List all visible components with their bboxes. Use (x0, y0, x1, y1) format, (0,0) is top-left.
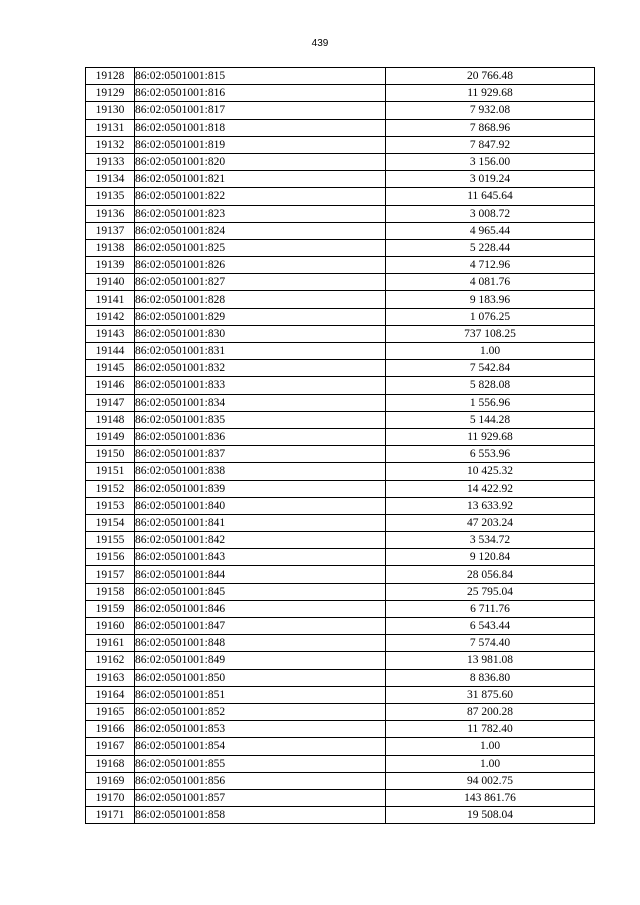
value-cell: 1.00 (386, 755, 595, 772)
row-number-cell: 19135 (86, 188, 135, 205)
row-number-cell: 19131 (86, 119, 135, 136)
table-row (86, 497, 595, 514)
table-row (86, 549, 595, 566)
cadastral-number-cell: 86:02:0501001:846 (135, 600, 386, 617)
cadastral-number-cell: 86:02:0501001:825 (135, 239, 386, 256)
table-body (86, 68, 595, 824)
cadastral-number-cell: 86:02:0501001:843 (135, 549, 386, 566)
table-row (86, 291, 595, 308)
value-cell: 6 711.76 (386, 600, 595, 617)
table-row (86, 669, 595, 686)
row-number-cell: 19156 (86, 549, 135, 566)
cadastral-number-cell: 86:02:0501001:819 (135, 136, 386, 153)
row-number-cell: 19133 (86, 153, 135, 170)
value-cell: 4 081.76 (386, 274, 595, 291)
cadastral-number-cell: 86:02:0501001:833 (135, 377, 386, 394)
table-row (86, 343, 595, 360)
table-row (86, 789, 595, 806)
row-number-cell: 19128 (86, 68, 135, 85)
cadastral-number-cell: 86:02:0501001:857 (135, 789, 386, 806)
cadastral-number-cell: 86:02:0501001:815 (135, 68, 386, 85)
value-cell: 1 556.96 (386, 394, 595, 411)
row-number-cell: 19163 (86, 669, 135, 686)
row-number-cell: 19144 (86, 343, 135, 360)
cadastral-number-cell: 86:02:0501001:848 (135, 635, 386, 652)
value-cell: 5 228.44 (386, 239, 595, 256)
value-cell: 11 929.68 (386, 85, 595, 102)
table-row (86, 583, 595, 600)
value-cell: 143 861.76 (386, 789, 595, 806)
cadastral-number-cell: 86:02:0501001:832 (135, 360, 386, 377)
row-number-cell: 19153 (86, 497, 135, 514)
cadastral-number-cell: 86:02:0501001:836 (135, 428, 386, 445)
table-row (86, 652, 595, 669)
value-cell: 11 645.64 (386, 188, 595, 205)
table-row (86, 325, 595, 342)
row-number-cell: 19138 (86, 239, 135, 256)
cadastral-number-cell: 86:02:0501001:829 (135, 308, 386, 325)
row-number-cell: 19149 (86, 428, 135, 445)
row-number-cell: 19141 (86, 291, 135, 308)
cadastral-number-cell: 86:02:0501001:844 (135, 566, 386, 583)
value-cell: 9 183.96 (386, 291, 595, 308)
row-number-cell: 19136 (86, 205, 135, 222)
cadastral-value-table (85, 67, 595, 824)
row-number-cell: 19164 (86, 686, 135, 703)
value-cell: 5 144.28 (386, 411, 595, 428)
value-cell: 4 965.44 (386, 222, 595, 239)
value-cell: 4 712.96 (386, 257, 595, 274)
row-number-cell: 19132 (86, 136, 135, 153)
table-row (86, 703, 595, 720)
cadastral-number-cell: 86:02:0501001:845 (135, 583, 386, 600)
table-row (86, 480, 595, 497)
value-cell: 11 782.40 (386, 721, 595, 738)
table-row (86, 360, 595, 377)
cadastral-number-cell: 86:02:0501001:851 (135, 686, 386, 703)
row-number-cell: 19134 (86, 171, 135, 188)
cadastral-number-cell: 86:02:0501001:839 (135, 480, 386, 497)
value-cell: 13 981.08 (386, 652, 595, 669)
cadastral-number-cell: 86:02:0501001:827 (135, 274, 386, 291)
row-number-cell: 19161 (86, 635, 135, 652)
row-number-cell: 19158 (86, 583, 135, 600)
row-number-cell: 19168 (86, 755, 135, 772)
value-cell: 3 534.72 (386, 532, 595, 549)
table-row (86, 738, 595, 755)
value-cell: 11 929.68 (386, 428, 595, 445)
value-cell: 5 828.08 (386, 377, 595, 394)
row-number-cell: 19166 (86, 721, 135, 738)
cadastral-number-cell: 86:02:0501001:853 (135, 721, 386, 738)
row-number-cell: 19139 (86, 257, 135, 274)
value-cell: 47 203.24 (386, 514, 595, 531)
table-row (86, 205, 595, 222)
table-row (86, 463, 595, 480)
cadastral-number-cell: 86:02:0501001:818 (135, 119, 386, 136)
value-cell: 6 553.96 (386, 446, 595, 463)
row-number-cell: 19137 (86, 222, 135, 239)
row-number-cell: 19152 (86, 480, 135, 497)
value-cell: 20 766.48 (386, 68, 595, 85)
cadastral-number-cell: 86:02:0501001:821 (135, 171, 386, 188)
table-row (86, 721, 595, 738)
value-cell: 7 868.96 (386, 119, 595, 136)
row-number-cell: 19143 (86, 325, 135, 342)
row-number-cell: 19165 (86, 703, 135, 720)
table-row (86, 755, 595, 772)
value-cell: 31 875.60 (386, 686, 595, 703)
cadastral-number-cell: 86:02:0501001:855 (135, 755, 386, 772)
value-cell: 7 542.84 (386, 360, 595, 377)
value-cell: 13 633.92 (386, 497, 595, 514)
table-row (86, 68, 595, 85)
row-number-cell: 19157 (86, 566, 135, 583)
value-cell: 7 932.08 (386, 102, 595, 119)
value-cell: 737 108.25 (386, 325, 595, 342)
value-cell: 3 019.24 (386, 171, 595, 188)
cadastral-number-cell: 86:02:0501001:830 (135, 325, 386, 342)
cadastral-number-cell: 86:02:0501001:838 (135, 463, 386, 480)
cadastral-number-cell: 86:02:0501001:840 (135, 497, 386, 514)
table-row (86, 772, 595, 789)
cadastral-number-cell: 86:02:0501001:841 (135, 514, 386, 531)
value-cell: 14 422.92 (386, 480, 595, 497)
table-row (86, 514, 595, 531)
cadastral-number-cell: 86:02:0501001:834 (135, 394, 386, 411)
cadastral-number-cell: 86:02:0501001:828 (135, 291, 386, 308)
table-row (86, 136, 595, 153)
table-row (86, 188, 595, 205)
row-number-cell: 19129 (86, 85, 135, 102)
table-row (86, 308, 595, 325)
cadastral-number-cell: 86:02:0501001:852 (135, 703, 386, 720)
cadastral-number-cell: 86:02:0501001:847 (135, 618, 386, 635)
page-number: 439 (311, 38, 329, 49)
table-row (86, 566, 595, 583)
row-number-cell: 19130 (86, 102, 135, 119)
cadastral-number-cell: 86:02:0501001:837 (135, 446, 386, 463)
table-row (86, 153, 595, 170)
value-cell: 1.00 (386, 343, 595, 360)
cadastral-number-cell: 86:02:0501001:858 (135, 807, 386, 824)
table-row (86, 171, 595, 188)
row-number-cell: 19142 (86, 308, 135, 325)
row-number-cell: 19162 (86, 652, 135, 669)
table-row (86, 686, 595, 703)
cadastral-number-cell: 86:02:0501001:856 (135, 772, 386, 789)
table-row (86, 102, 595, 119)
cadastral-number-cell: 86:02:0501001:820 (135, 153, 386, 170)
cadastral-number-cell: 86:02:0501001:835 (135, 411, 386, 428)
row-number-cell: 19150 (86, 446, 135, 463)
table-row (86, 119, 595, 136)
cadastral-number-cell: 86:02:0501001:816 (135, 85, 386, 102)
table-row (86, 807, 595, 824)
value-cell: 25 795.04 (386, 583, 595, 600)
row-number-cell: 19169 (86, 772, 135, 789)
cadastral-number-cell: 86:02:0501001:854 (135, 738, 386, 755)
value-cell: 87 200.28 (386, 703, 595, 720)
cadastral-number-cell: 86:02:0501001:822 (135, 188, 386, 205)
value-cell: 7 574.40 (386, 635, 595, 652)
cadastral-number-cell: 86:02:0501001:824 (135, 222, 386, 239)
row-number-cell: 19167 (86, 738, 135, 755)
value-cell: 3 008.72 (386, 205, 595, 222)
row-number-cell: 19147 (86, 394, 135, 411)
value-cell: 1.00 (386, 738, 595, 755)
row-number-cell: 19154 (86, 514, 135, 531)
value-cell: 94 002.75 (386, 772, 595, 789)
cadastral-number-cell: 86:02:0501001:823 (135, 205, 386, 222)
value-cell: 28 056.84 (386, 566, 595, 583)
value-cell: 8 836.80 (386, 669, 595, 686)
table-row (86, 635, 595, 652)
table-row (86, 446, 595, 463)
table-row (86, 257, 595, 274)
table-row (86, 532, 595, 549)
value-cell: 6 543.44 (386, 618, 595, 635)
table-row (86, 222, 595, 239)
table-row (86, 85, 595, 102)
table-row (86, 377, 595, 394)
row-number-cell: 19151 (86, 463, 135, 480)
table-row (86, 274, 595, 291)
table-row (86, 428, 595, 445)
value-cell: 3 156.00 (386, 153, 595, 170)
row-number-cell: 19160 (86, 618, 135, 635)
table-row (86, 239, 595, 256)
value-cell: 19 508.04 (386, 807, 595, 824)
table-row (86, 411, 595, 428)
row-number-cell: 19170 (86, 789, 135, 806)
table-row (86, 618, 595, 635)
row-number-cell: 19145 (86, 360, 135, 377)
table-row (86, 394, 595, 411)
value-cell: 7 847.92 (386, 136, 595, 153)
value-cell: 9 120.84 (386, 549, 595, 566)
row-number-cell: 19159 (86, 600, 135, 617)
cadastral-number-cell: 86:02:0501001:826 (135, 257, 386, 274)
row-number-cell: 19146 (86, 377, 135, 394)
cadastral-number-cell: 86:02:0501001:850 (135, 669, 386, 686)
cadastral-number-cell: 86:02:0501001:831 (135, 343, 386, 360)
row-number-cell: 19140 (86, 274, 135, 291)
value-cell: 1 076.25 (386, 308, 595, 325)
table-row (86, 600, 595, 617)
row-number-cell: 19155 (86, 532, 135, 549)
cadastral-number-cell: 86:02:0501001:817 (135, 102, 386, 119)
value-cell: 10 425.32 (386, 463, 595, 480)
cadastral-number-cell: 86:02:0501001:849 (135, 652, 386, 669)
cadastral-number-cell: 86:02:0501001:842 (135, 532, 386, 549)
row-number-cell: 19148 (86, 411, 135, 428)
row-number-cell: 19171 (86, 807, 135, 824)
